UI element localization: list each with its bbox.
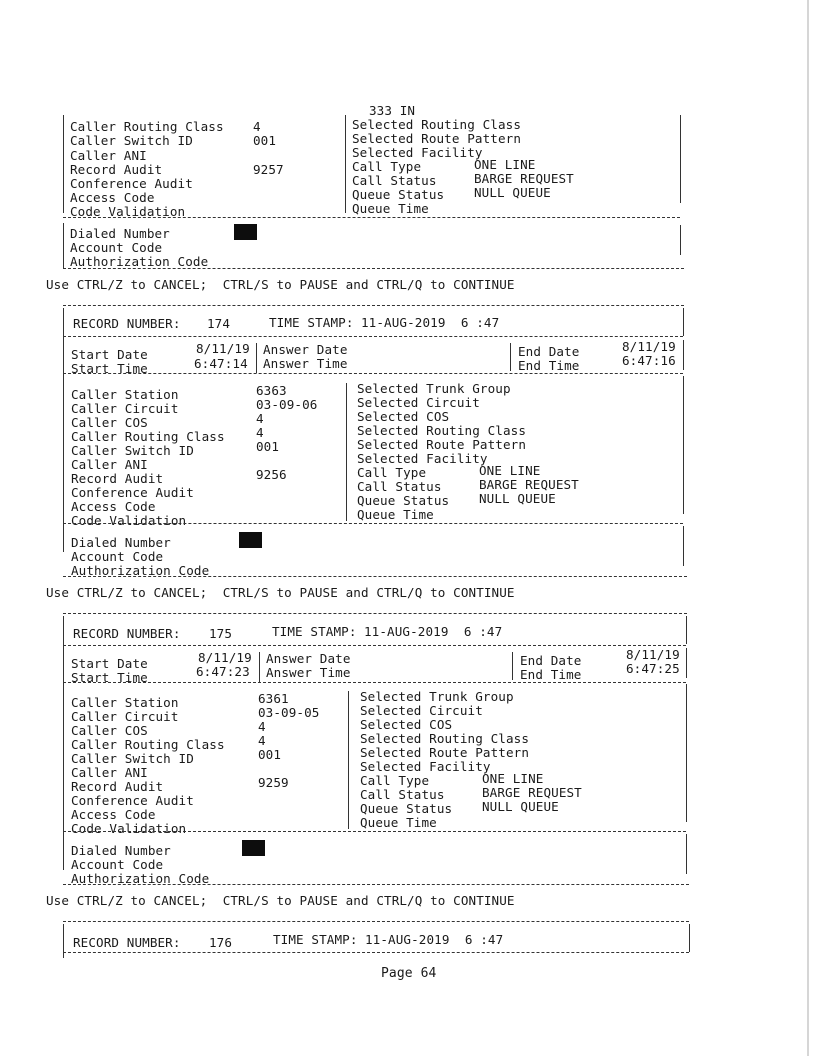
header-divider: [63, 336, 683, 337]
caller-switch-id-label: Caller Switch ID: [71, 443, 194, 458]
caller-routing-class-label: Caller Routing Class: [70, 119, 224, 134]
account-code-label: Account Code: [70, 240, 163, 255]
queue-status-label: Queue Status: [357, 493, 450, 508]
caller-circuit-label: Caller Circuit: [71, 709, 179, 724]
header-divider: [63, 645, 686, 646]
left-border: [63, 115, 64, 213]
conference-audit-label: Conference Audit: [71, 793, 194, 808]
conference-audit-label: Conference Audit: [70, 176, 193, 191]
queue-time-label: Queue Time: [352, 201, 429, 216]
end-time-value: 6:47:25: [626, 661, 680, 676]
access-code-label: Access Code: [71, 807, 156, 822]
record-audit-value: 9259: [258, 775, 289, 790]
header-divider: [63, 952, 689, 953]
right-border: [689, 924, 690, 952]
record-top-border: [63, 305, 684, 306]
authorization-code-label: Authorization Code: [71, 871, 210, 886]
call-type-value: ONE LINE: [482, 771, 544, 786]
selected-facility-label: Selected Facility: [357, 451, 488, 466]
record-number-value: 176: [209, 935, 233, 950]
call-type-label: Call Type: [360, 773, 430, 788]
selected-routing-class-label: Selected Routing Class: [357, 423, 527, 438]
call-status-label: Call Status: [360, 787, 445, 802]
caller-routing-class-value: 4: [253, 119, 261, 134]
right-border: [680, 115, 681, 203]
caller-ani-label: Caller ANI: [70, 148, 147, 163]
answer-date-label: Answer Date: [263, 342, 348, 357]
caller-routing-class-label: Caller Routing Class: [71, 737, 225, 752]
column-divider: [510, 343, 511, 371]
end-date-value: 8/11/19: [622, 339, 676, 354]
caller-ani-label: Caller ANI: [71, 457, 148, 472]
record-audit-label: Record Audit: [71, 779, 164, 794]
call-status-label: Call Status: [352, 173, 437, 188]
caller-station-value: 6363: [256, 383, 287, 398]
caller-switch-id-value: 001: [258, 747, 282, 762]
record-number-value: 175: [209, 626, 233, 641]
selected-trunk-group-label: Selected Trunk Group: [357, 381, 511, 396]
control-prompt: Use CTRL/Z to CANCEL; CTRL/S to PAUSE and CTRL/Q to CONTINUE: [46, 585, 515, 600]
caller-switch-id-label: Caller Switch ID: [71, 751, 194, 766]
end-date-label: End Date: [520, 653, 582, 668]
record-end-divider: [63, 268, 684, 269]
dialed-number-label: Dialed Number: [71, 535, 171, 550]
right-border: [686, 684, 687, 822]
call-type-label: Call Type: [357, 465, 427, 480]
queue-status-value: NULL QUEUE: [482, 799, 559, 814]
selected-trunk-group-label: Selected Trunk Group: [360, 689, 514, 704]
selected-route-pattern-label: Selected Route Pattern: [352, 131, 522, 146]
redaction-block: [239, 532, 262, 548]
section-divider: [63, 217, 680, 218]
column-divider: [346, 383, 347, 521]
caller-switch-id-label: Caller Switch ID: [70, 133, 193, 148]
selected-circuit-label: Selected Circuit: [360, 703, 483, 718]
start-time-value: 6:47:23: [196, 664, 250, 679]
record-number-value: 174: [207, 316, 231, 331]
end-time-label: End Time: [520, 667, 582, 682]
call-type-value: ONE LINE: [479, 463, 541, 478]
queue-status-label: Queue Status: [352, 187, 445, 202]
record-audit-label: Record Audit: [70, 162, 163, 177]
selected-cos-value: 333 IN: [369, 103, 416, 118]
record-audit-label: Record Audit: [71, 471, 164, 486]
page-number: Page 64: [381, 966, 437, 981]
call-type-label: Call Type: [352, 159, 422, 174]
queue-time-label: Queue Time: [360, 815, 437, 830]
record-top-border: [63, 921, 689, 922]
start-date-value: 8/11/19: [198, 650, 252, 665]
selected-cos-label: Selected COS: [357, 409, 450, 424]
column-divider: [259, 652, 260, 682]
column-divider: [256, 343, 257, 373]
end-time-label: End Time: [518, 358, 580, 373]
account-code-label: Account Code: [71, 549, 164, 564]
queue-time-label: Queue Time: [357, 507, 434, 522]
right-border: [683, 308, 684, 336]
selected-routing-class-label: Selected Routing Class: [360, 731, 530, 746]
caller-ani-label: Caller ANI: [71, 765, 148, 780]
time-stamp-label: TIME STAMP:: [272, 624, 357, 639]
caller-station-label: Caller Station: [71, 695, 179, 710]
selected-cos-label: Selected COS: [360, 717, 453, 732]
caller-cos-label: Caller COS: [71, 415, 148, 430]
time-stamp-label: TIME STAMP:: [273, 932, 358, 947]
dialed-number-label: Dialed Number: [71, 843, 171, 858]
section-divider: [63, 831, 686, 832]
start-date-label: Start Date: [71, 656, 148, 671]
selected-facility-label: Selected Facility: [352, 145, 483, 160]
record-end-divider: [63, 884, 689, 885]
call-status-value: BARGE REQUEST: [474, 171, 574, 186]
caller-switch-id-value: 001: [253, 133, 277, 148]
queue-status-value: NULL QUEUE: [474, 185, 551, 200]
start-time-label: Start Time: [71, 361, 148, 376]
dialed-number-label: Dialed Number: [70, 226, 170, 241]
caller-station-value: 6361: [258, 691, 289, 706]
call-type-value: ONE LINE: [474, 157, 536, 172]
section-divider: [63, 523, 683, 524]
start-date-label: Start Date: [71, 347, 148, 362]
selected-circuit-label: Selected Circuit: [357, 395, 480, 410]
right-border: [686, 616, 687, 644]
code-validation-label: Code Validation: [70, 204, 186, 219]
start-time-value: 6:47:14: [194, 356, 248, 371]
redaction-block: [242, 840, 265, 856]
time-stamp-value: 11-AUG-2019 6 :47: [365, 932, 504, 947]
caller-routing-class-label: Caller Routing Class: [71, 429, 225, 444]
left-border: [63, 223, 64, 269]
authorization-code-label: Authorization Code: [70, 254, 209, 269]
answer-time-label: Answer Time: [266, 665, 351, 680]
record-end-divider: [63, 576, 687, 577]
caller-cos-value: 4: [256, 411, 264, 426]
right-border: [683, 376, 684, 514]
record-top-border: [63, 613, 687, 614]
right-border: [683, 340, 684, 370]
control-prompt: Use CTRL/Z to CANCEL; CTRL/S to PAUSE and CTRL/Q to CONTINUE: [46, 893, 515, 908]
section-divider: [63, 373, 683, 374]
column-divider: [348, 691, 349, 829]
caller-circuit-value: 03-09-06: [256, 397, 318, 412]
call-status-label: Call Status: [357, 479, 442, 494]
answer-date-label: Answer Date: [266, 651, 351, 666]
selected-routing-class-label: Selected Routing Class: [352, 117, 522, 132]
caller-switch-id-value: 001: [256, 439, 280, 454]
end-date-label: End Date: [518, 344, 580, 359]
caller-cos-label: Caller COS: [71, 723, 148, 738]
call-status-value: BARGE REQUEST: [482, 785, 582, 800]
time-stamp-value: 11-AUG-2019 6 :47: [361, 315, 500, 330]
queue-status-label: Queue Status: [360, 801, 453, 816]
time-stamp-label: TIME STAMP:: [269, 315, 354, 330]
selected-route-pattern-label: Selected Route Pattern: [357, 437, 527, 452]
redaction-block: [234, 224, 257, 240]
caller-circuit-label: Caller Circuit: [71, 401, 179, 416]
caller-station-label: Caller Station: [71, 387, 179, 402]
caller-cos-value: 4: [258, 719, 266, 734]
control-prompt: Use CTRL/Z to CANCEL; CTRL/S to PAUSE and CTRL/Q to CONTINUE: [46, 277, 515, 292]
start-time-label: Start Time: [71, 670, 148, 685]
caller-routing-class-value: 4: [258, 733, 266, 748]
record-number-label: RECORD NUMBER:: [73, 935, 181, 950]
conference-audit-label: Conference Audit: [71, 485, 194, 500]
column-divider: [345, 115, 346, 213]
left-border: [63, 308, 64, 552]
caller-routing-class-value: 4: [256, 425, 264, 440]
right-border: [683, 526, 684, 566]
call-status-value: BARGE REQUEST: [479, 477, 579, 492]
section-divider: [63, 682, 686, 683]
right-border: [686, 834, 687, 874]
column-divider: [512, 652, 513, 680]
end-time-value: 6:47:16: [622, 353, 676, 368]
code-validation-label: Code Validation: [71, 513, 187, 528]
account-code-label: Account Code: [71, 857, 164, 872]
start-date-value: 8/11/19: [196, 341, 250, 356]
code-validation-label: Code Validation: [71, 821, 187, 836]
authorization-code-label: Authorization Code: [71, 563, 210, 578]
record-audit-value: 9256: [256, 467, 287, 482]
record-number-label: RECORD NUMBER:: [73, 626, 181, 641]
right-border: [680, 225, 681, 255]
record-number-label: RECORD NUMBER:: [73, 316, 181, 331]
right-border: [686, 648, 687, 678]
record-audit-value: 9257: [253, 162, 284, 177]
answer-time-label: Answer Time: [263, 356, 348, 371]
access-code-label: Access Code: [71, 499, 156, 514]
selected-route-pattern-label: Selected Route Pattern: [360, 745, 530, 760]
end-date-value: 8/11/19: [626, 647, 680, 662]
selected-facility-label: Selected Facility: [360, 759, 491, 774]
access-code-label: Access Code: [70, 190, 155, 205]
queue-status-value: NULL QUEUE: [479, 491, 556, 506]
time-stamp-value: 11-AUG-2019 6 :47: [364, 624, 503, 639]
caller-circuit-value: 03-09-05: [258, 705, 320, 720]
